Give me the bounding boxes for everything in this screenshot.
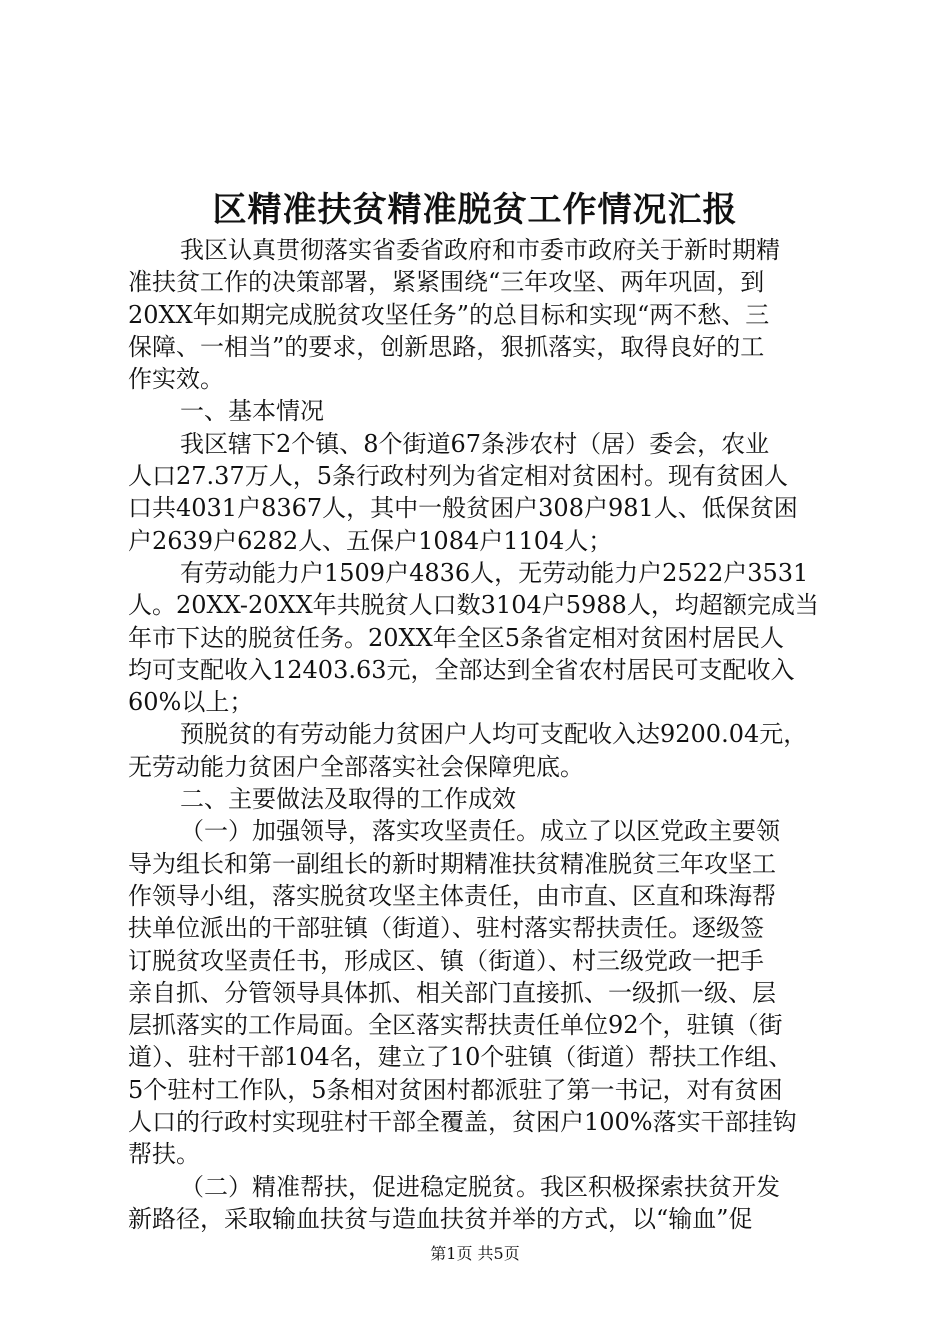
- text-line: 人口的行政村实现驻村干部全覆盖，贫困户100%落实干部挂钩: [128, 1108, 797, 1137]
- text-line: 我区认真贯彻落实省委省政府和市委市政府关于新时期精: [180, 236, 780, 264]
- text-line: 二、主要做法及取得的工作成效: [180, 785, 516, 814]
- text-line: 道）、驻村干部104名，建立了10个驻镇（街道）帮扶工作组、: [128, 1043, 793, 1072]
- text-line: （二）精准帮扶，促进稳定脱贫。我区积极探索扶贫开发: [180, 1172, 780, 1201]
- text-line: 口共4031户8367人，其中一般贫困户308户981人、低保贫困: [128, 494, 798, 523]
- document-body: [128, 234, 828, 1235]
- text-line: 5个驻村工作队，5条相对贫困村都派驻了第一书记，对有贫困: [128, 1075, 783, 1104]
- text-line: 扶单位派出的干部驻镇（街道）、驻村落实帮扶责任。逐级签: [128, 914, 764, 943]
- text-line: 人。20XX-20XX年共脱贫人口数3104户5988人，均超额完成当: [128, 591, 819, 620]
- text-line: 亲自抓、分管领导具体抓、相关部门直接抓、一级抓一级、层: [128, 978, 776, 1007]
- text-line: 我区辖下2个镇、8个街道67条涉农村（居）委会，农业: [180, 429, 770, 458]
- text-line: 60%以上；: [128, 688, 254, 717]
- text-line: 无劳动能力贫困户全部落实社会保障兜底。: [128, 752, 584, 781]
- text-line: 导为组长和第一副组长的新时期精准扶贫精准脱贫三年攻坚工: [128, 849, 776, 878]
- text-line: 层抓落实的工作局面。全区落实帮扶责任单位92个，驻镇（街: [128, 1011, 783, 1040]
- text-line: （一）加强领导，落实攻坚责任。成立了以区党政主要领: [180, 817, 780, 846]
- text-line: 年市下达的脱贫任务。20XX年全区5条省定相对贫困村居民人: [128, 623, 784, 652]
- document-title: 区精准扶贫精准脱贫工作情况汇报: [212, 190, 738, 230]
- text-line: 保障、一相当”的要求，创新思路，狠抓落实，取得良好的工: [128, 332, 765, 361]
- text-line: 有劳动能力户1509户4836人，无劳动能力户2522户3531: [180, 558, 809, 587]
- text-line: 新路径，采取输血扶贫与造血扶贫并举的方式，以“输血”促: [128, 1204, 753, 1233]
- text-line: 均可支配收入12403.63元，全部达到全省农村居民可支配收入: [128, 655, 795, 684]
- text-line: 20XX年如期完成脱贫攻坚任务”的总目标和实现“两不愁、三: [128, 300, 770, 329]
- text-line: 帮扶。: [128, 1140, 200, 1169]
- text-line: 订脱贫攻坚责任书，形成区、镇（街道）、村三级党政一把手: [128, 946, 764, 975]
- text-line: 作实效。: [128, 365, 224, 394]
- text-line: 户2639户6282人、五保户1084户1104人；: [128, 526, 613, 555]
- text-line: 准扶贫工作的决策部署，紧紧围绕“三年攻坚、两年巩固，到: [128, 268, 765, 297]
- page-footer: 第1页 共5页: [430, 1244, 520, 1263]
- text-line: 一、基本情况: [180, 397, 324, 426]
- text-line: 人口27.37万人，5条行政村列为省定相对贫困村。现有贫困人: [128, 462, 788, 491]
- text-line: 作领导小组，落实脱贫攻坚主体责任，由市直、区直和珠海帮: [128, 881, 776, 910]
- text-line: 预脱贫的有劳动能力贫困户人均可支配收入达9200.04元，: [180, 720, 808, 749]
